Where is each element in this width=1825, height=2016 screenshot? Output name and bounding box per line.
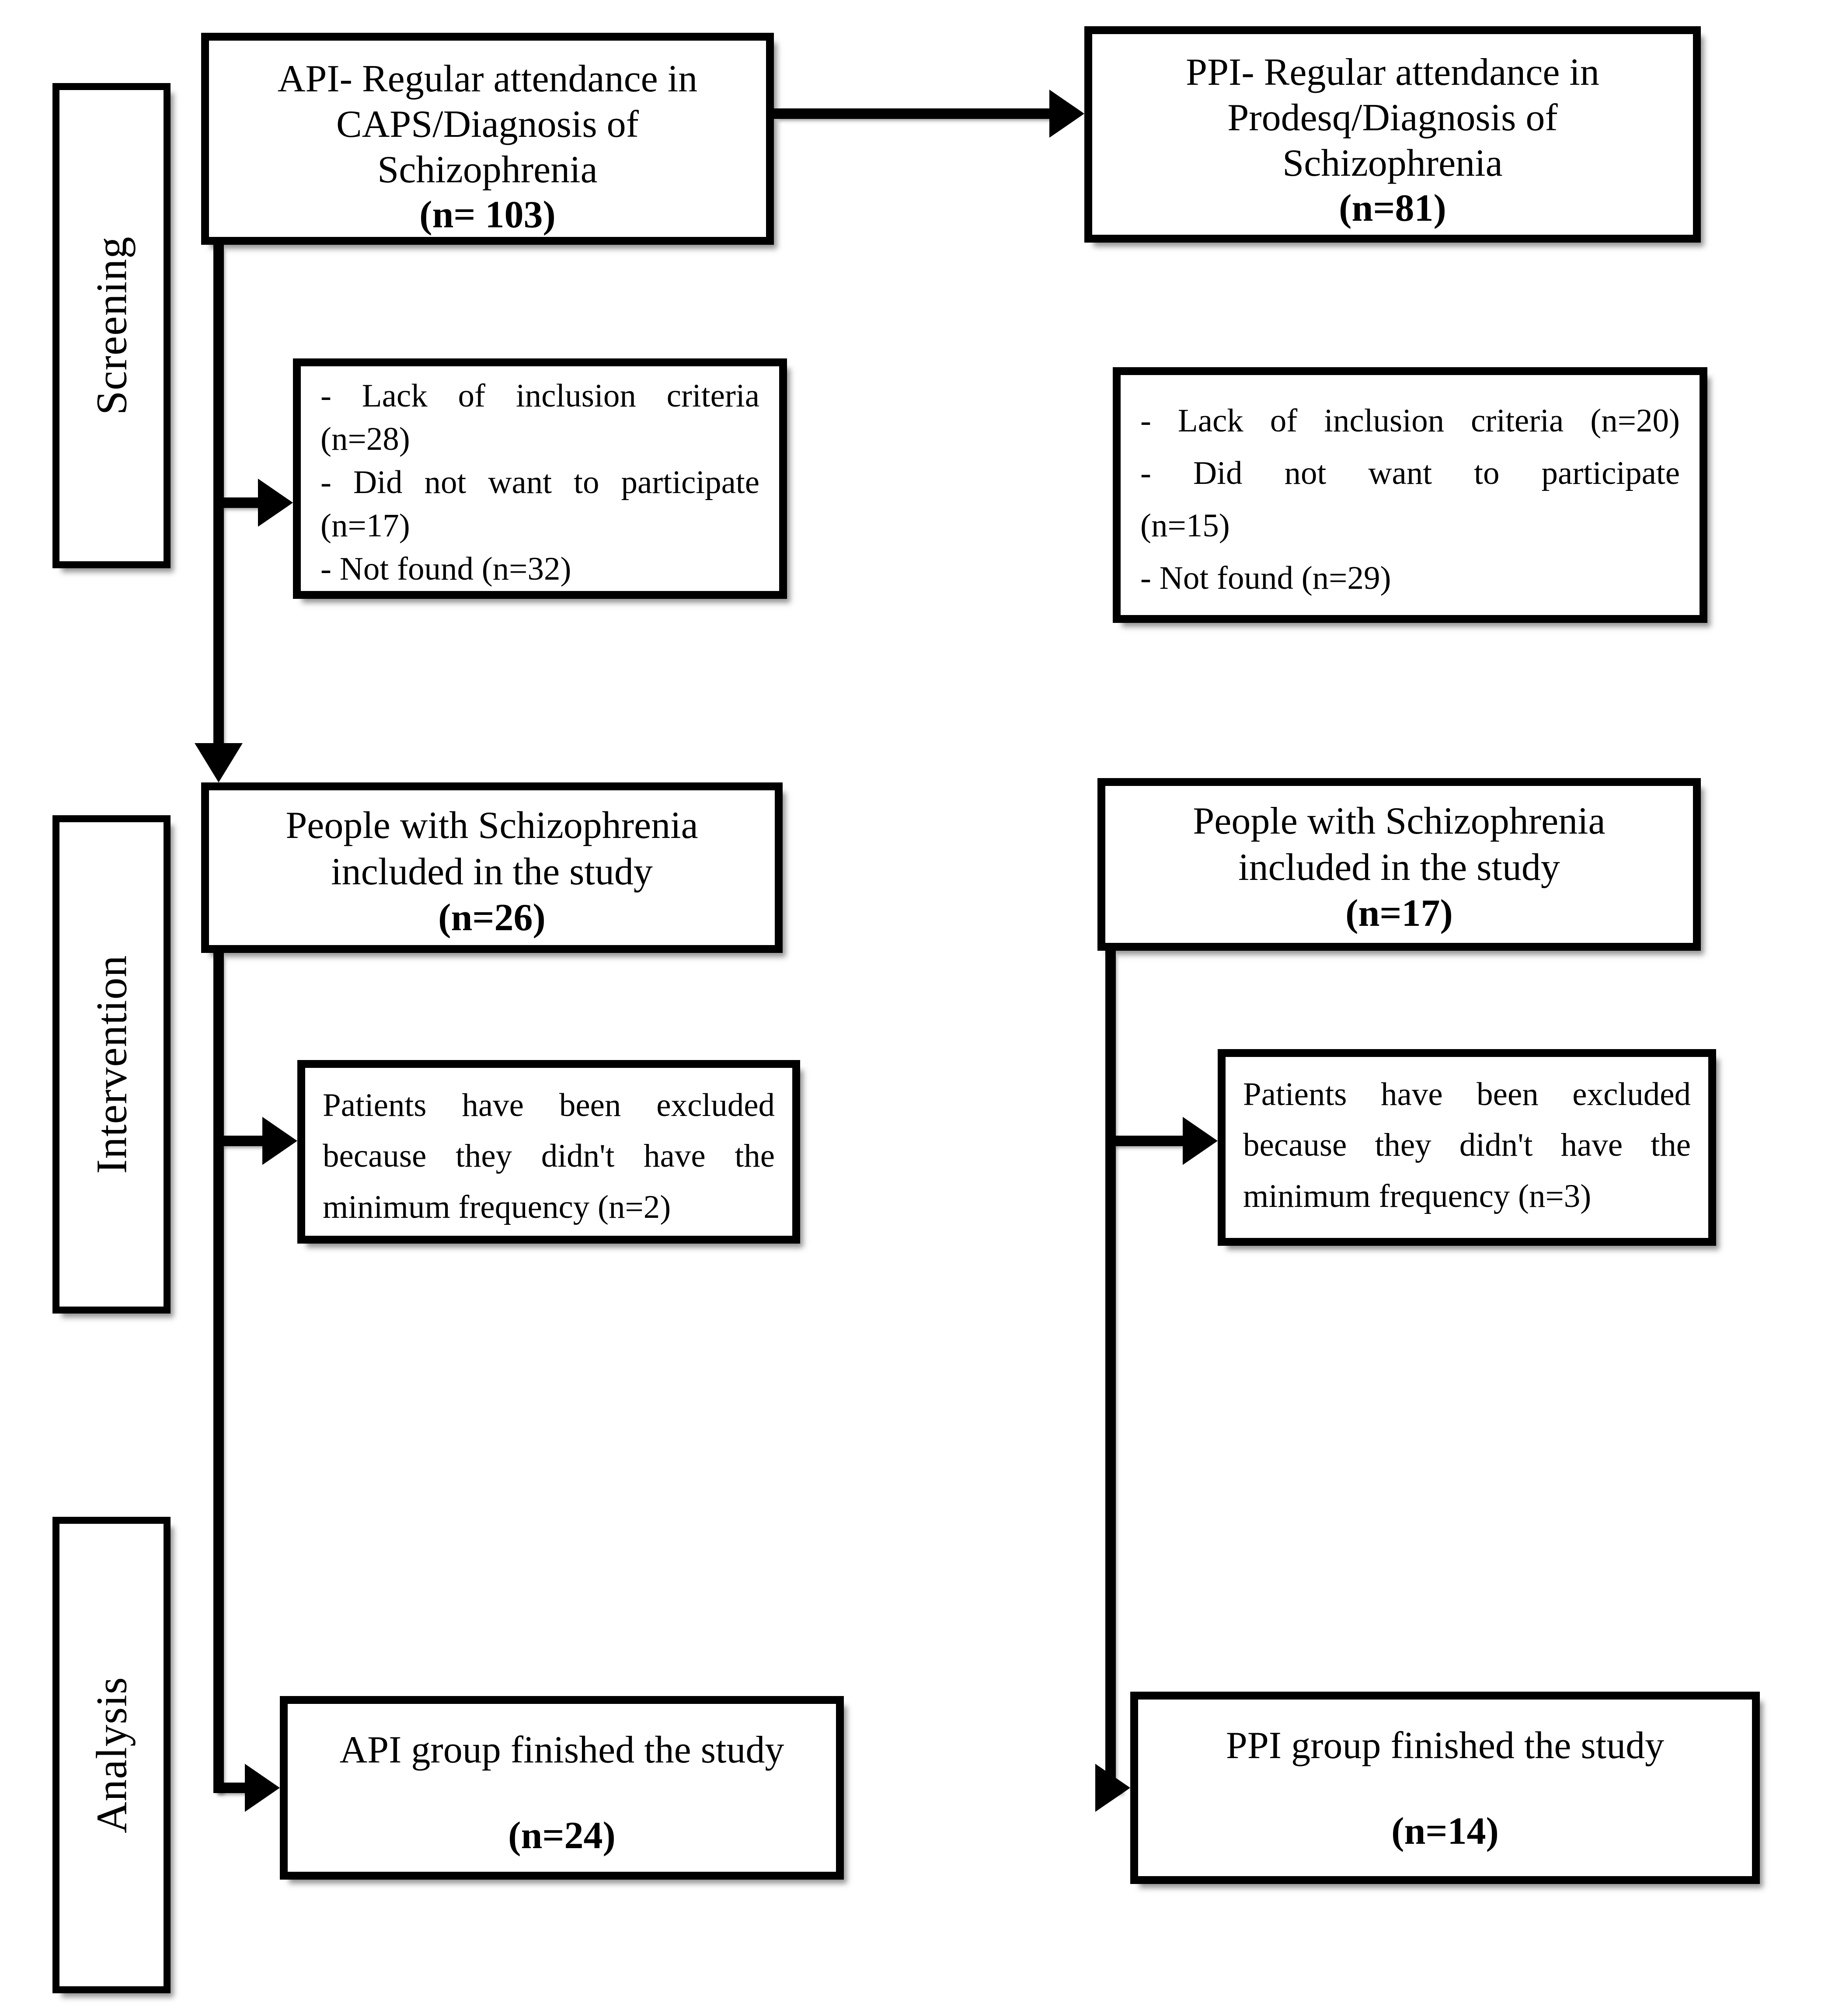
ppi-screening-excluded-line4: - Not found (n=29) <box>1140 560 1391 596</box>
api-included-line2: included in the study <box>331 850 653 893</box>
ppi-intervention-excluded-line1: Patients have been excluded <box>1243 1076 1691 1112</box>
box-ppi-finished <box>1130 1692 1760 1884</box>
api-intervention-excluded-line2: because they didn't have the <box>323 1138 775 1175</box>
arrow-api-included-head-icon <box>195 743 243 782</box>
ppi-screening-excluded-line2: - Did not want to participate <box>1140 455 1680 491</box>
api-intervention-excluded-line3: minimum frequency (n=2) <box>323 1189 671 1225</box>
line-ppi-analysis-vertical <box>1105 951 1116 1793</box>
line-api-analysis-vertical <box>213 953 224 1793</box>
stage-label-screening: Screening <box>87 236 136 415</box>
stage-label-analysis: Analysis <box>87 1677 136 1833</box>
ppi-screened-line3: Schizophrenia <box>1282 142 1503 184</box>
ppi-screened-n: (n=81) <box>1339 187 1446 230</box>
api-screened-line3: Schizophrenia <box>377 148 598 191</box>
api-screened-line1: API- Regular attendance in <box>277 58 698 100</box>
api-finished-n: (n=24) <box>508 1814 616 1857</box>
ppi-included-n: (n=17) <box>1345 892 1453 935</box>
ppi-screened-line1: PPI- Regular attendance in <box>1186 51 1599 94</box>
ppi-screening-excluded-line3: (n=15) <box>1140 507 1230 544</box>
ppi-intervention-excluded-line3: minimum frequency (n=3) <box>1243 1178 1592 1214</box>
stage-box-intervention <box>52 815 171 1314</box>
stage-box-analysis <box>52 1517 171 1993</box>
arrow-api-finished-head-icon <box>245 1764 280 1812</box>
box-api-finished <box>280 1696 844 1880</box>
api-screening-excluded-line5: - Not found (n=32) <box>320 551 571 587</box>
api-screened-line2: CAPS/Diagnosis of <box>336 103 639 146</box>
arrow-api-to-ppi-shaft <box>774 108 1054 119</box>
arrow-ppi-finished-head-icon <box>1095 1764 1130 1812</box>
arrow-ppi-intervention-excluded-head-icon <box>1183 1117 1218 1165</box>
api-screened-n: (n= 103) <box>419 194 556 236</box>
api-included-line1: People with Schizophrenia <box>286 804 698 847</box>
ppi-included-line2: included in the study <box>1238 846 1560 889</box>
api-screening-excluded-line4: (n=17) <box>320 507 410 544</box>
ppi-finished-n: (n=14) <box>1391 1810 1499 1853</box>
ppi-screening-excluded-line1: - Lack of inclusion criteria (n=20) <box>1140 403 1680 439</box>
ppi-screened-line2: Prodesq/Diagnosis of <box>1227 96 1558 139</box>
box-ppi-screening-excluded <box>1113 367 1707 623</box>
ppi-included-line1: People with Schizophrenia <box>1193 800 1606 842</box>
box-ppi-intervention-excluded <box>1218 1049 1716 1246</box>
ppi-intervention-excluded-line2: because they didn't have the <box>1243 1127 1691 1164</box>
box-api-screening-excluded <box>293 358 787 599</box>
stage-label-intervention: Intervention <box>87 955 136 1174</box>
api-screening-excluded-line3: - Did not want to participate <box>320 464 759 501</box>
api-intervention-excluded-line1: Patients have been excluded <box>323 1087 775 1123</box>
api-included-n: (n=26) <box>438 897 546 939</box>
arrow-api-to-ppi-head-icon <box>1049 90 1084 138</box>
api-screening-excluded-line2: (n=28) <box>320 421 410 457</box>
stage-box-screening <box>52 83 171 568</box>
arrow-api-screen-excluded-head-icon <box>258 479 293 527</box>
box-api-screened <box>201 33 774 245</box>
ppi-finished-line1: PPI group finished the study <box>1226 1724 1665 1767</box>
arrow-ppi-intervention-excluded-shaft <box>1111 1136 1183 1146</box>
api-screening-excluded-line1: - Lack of inclusion criteria <box>320 378 759 414</box>
box-ppi-screened <box>1084 26 1701 243</box>
box-ppi-included <box>1097 778 1701 951</box>
box-api-included <box>201 782 783 953</box>
arrow-api-intervention-excluded-head-icon <box>262 1117 297 1165</box>
api-finished-line1: API group finished the study <box>339 1729 784 1771</box>
box-api-intervention-excluded <box>297 1060 800 1244</box>
line-api-screening-vertical <box>213 245 224 745</box>
